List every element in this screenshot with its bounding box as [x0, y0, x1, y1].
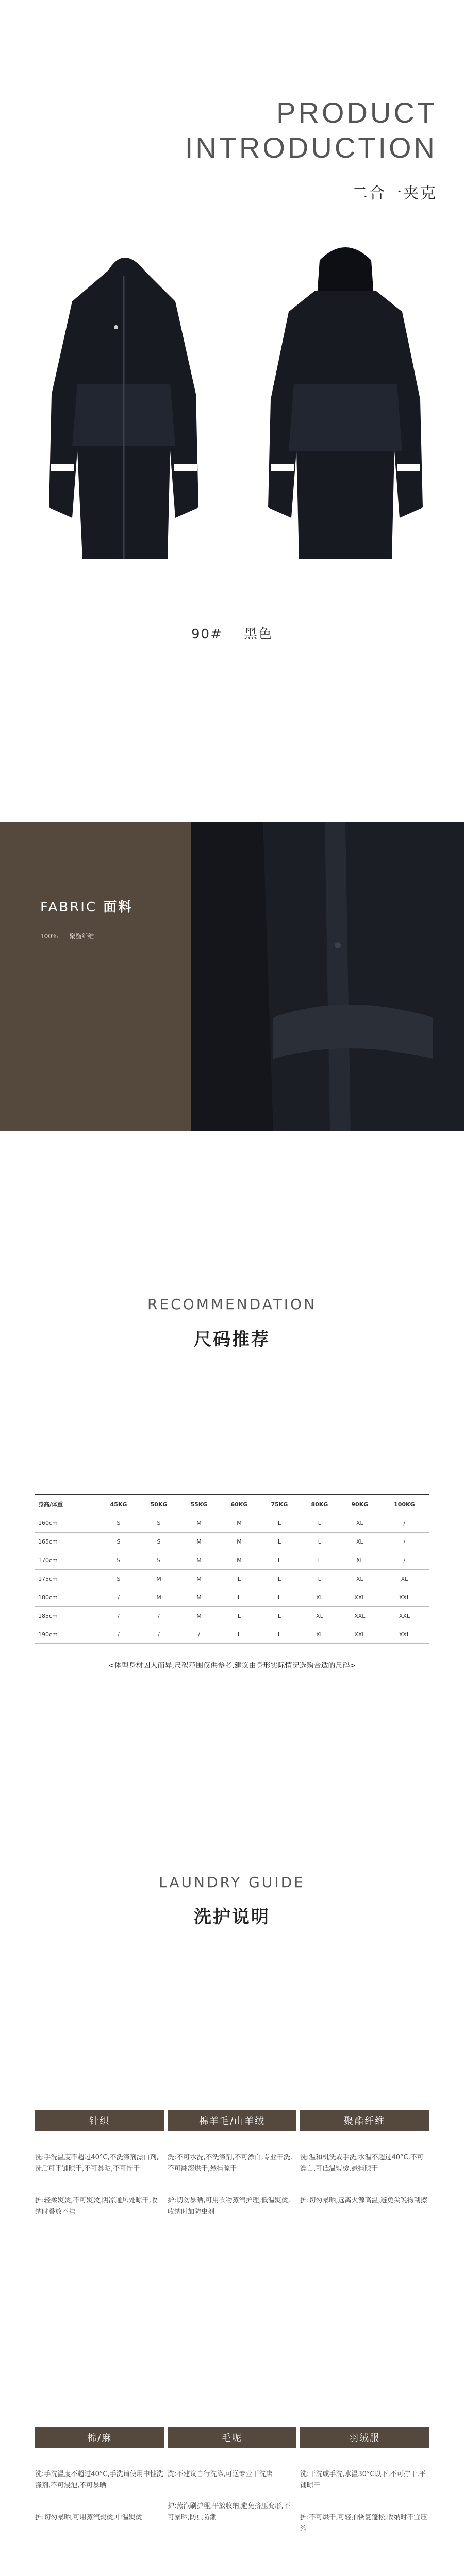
size-header-cell: 55KG — [179, 1495, 219, 1514]
size-table-cell: XL — [380, 1570, 429, 1588]
care-maintain-text: 护:切勿暴晒,远离火源高温,避免尖锐物刮擦 — [300, 2197, 427, 2205]
fabric-percent: 100% — [40, 933, 58, 940]
size-table-row — [35, 1570, 429, 1588]
size-table-cell: S — [139, 1533, 179, 1551]
size-header-cell: 90KG — [340, 1495, 380, 1514]
size-table-cell: M — [219, 1533, 259, 1551]
size-table-cell: 170cm — [35, 1551, 98, 1570]
size-table-cell: L — [259, 1570, 300, 1588]
size-table-cell: 175cm — [35, 1570, 98, 1588]
care-tag: 毛呢 — [168, 2427, 296, 2448]
size-table-cell: L — [259, 1588, 300, 1607]
jacket-front-illustration — [21, 229, 227, 585]
care-maintain-text: 护:切勿暴晒,可用蒸汽熨烫,中温熨烫 — [35, 2514, 142, 2521]
size-table-cell: / — [139, 1607, 179, 1625]
size-table-cell: M — [179, 1588, 219, 1607]
size-table-cell: M — [139, 1588, 179, 1607]
jacket-back-illustration — [242, 229, 449, 585]
size-table-cell: M — [179, 1570, 219, 1588]
size-table-cell: / — [380, 1514, 429, 1533]
product-photo-back — [242, 229, 449, 585]
size-table-row — [35, 1533, 429, 1551]
size-header-cell: 100KG — [380, 1495, 429, 1514]
size-table-cell: / — [380, 1533, 429, 1551]
size-table-row — [35, 1588, 429, 1607]
care-card-wool — [168, 2110, 296, 2218]
size-table-cell: XL — [300, 1625, 340, 1644]
size-table-cell: / — [139, 1625, 179, 1644]
size-table-cell: S — [139, 1514, 179, 1533]
size-table-cell: / — [179, 1625, 219, 1644]
care-card-knit — [35, 2110, 164, 2218]
care-wash-text: 洗:不可水洗,不洗涤剂,不可漂白,专业干洗,不可翻滚烘干,悬挂晾干 — [168, 2154, 292, 2173]
size-table-cell: 185cm — [35, 1607, 98, 1625]
size-table-cell: L — [300, 1551, 340, 1570]
size-table-cell: XL — [300, 1588, 340, 1607]
color-label — [0, 623, 464, 642]
size-table-cell: / — [98, 1588, 139, 1607]
fabric-title-en: FABRIC — [40, 900, 97, 915]
size-table-cell: M — [179, 1514, 219, 1533]
fabric-closeup-photo — [191, 822, 464, 1131]
fabric-title — [40, 896, 133, 916]
size-table-cell: L — [300, 1533, 340, 1551]
size-table-cell: XXL — [380, 1607, 429, 1625]
size-table-cell: M — [179, 1533, 219, 1551]
size-table-cell: S — [98, 1570, 139, 1588]
size-header-cell: 50KG — [139, 1495, 179, 1514]
care-card-woolen — [168, 2427, 296, 2523]
size-table-cell: L — [259, 1533, 300, 1551]
care-card-cotton-linen — [35, 2427, 164, 2523]
care-maintain-text: 护:蒸汽刷护理,平放收纳,避免挤压变形,不可暴晒,防虫防潮 — [168, 2502, 290, 2521]
size-table-row — [35, 1514, 429, 1533]
size-table-cell: XXL — [380, 1625, 429, 1644]
care-wash-text: 洗:干洗或手洗,水温30°C以下,不可拧干,平铺晾干 — [300, 2470, 426, 2489]
size-table-cell: XXL — [340, 1607, 380, 1625]
size-table-cell: M — [179, 1607, 219, 1625]
care-wash-text: 洗:手洗温度不超过40°C,手洗请使用中性洗涤剂,不可浸泡,不可暴晒 — [35, 2470, 163, 2489]
product-name: 二合一夹克 — [352, 184, 437, 202]
size-table-cell: M — [179, 1551, 219, 1570]
care-wash-text: 洗:手洗温度不超过40°C,不洗涤剂漂白剂,洗后可平铺晾干,不可暴晒,不可拧干 — [35, 2154, 159, 2173]
size-table — [35, 1494, 429, 1644]
care-tag: 聚酯纤维 — [300, 2110, 429, 2131]
recommendation-title-en: RECOMMENDATION — [147, 1296, 317, 1313]
laundry-title-en: LAUNDRY GUIDE — [159, 1874, 305, 1891]
care-card-down — [300, 2427, 429, 2535]
size-table-cell: L — [219, 1607, 259, 1625]
size-table-cell: XL — [340, 1551, 380, 1570]
size-table-cell: / — [380, 1551, 429, 1570]
size-table-header — [35, 1495, 429, 1514]
size-table-row — [35, 1551, 429, 1570]
care-maintain-text: 护:切勿暴晒,可用衣物蒸汽护理,低温熨烫,收纳时加防虫剂 — [168, 2197, 290, 2216]
recommendation-title-cn: 尺码推荐 — [194, 1329, 270, 1350]
laundry-title-cn: 洗护说明 — [194, 1907, 270, 1927]
care-maintain-text: 护:不可烘干,可轻拍恢复蓬松,收纳时不宜压缩 — [300, 2514, 427, 2533]
size-table-cell: L — [219, 1570, 259, 1588]
size-table-cell: L — [259, 1607, 300, 1625]
care-tag: 针织 — [35, 2110, 164, 2131]
size-table-cell: S — [98, 1533, 139, 1551]
size-table-cell: XL — [300, 1607, 340, 1625]
intro-title-line2: INTRODUCTION — [185, 131, 437, 164]
fabric-detail — [40, 931, 105, 940]
color-name: 黑色 — [243, 626, 273, 642]
size-table-cell: L — [219, 1625, 259, 1644]
fabric-title-cn: 面料 — [103, 900, 134, 915]
size-table-cell: / — [98, 1625, 139, 1644]
size-table-cell: / — [98, 1607, 139, 1625]
size-header-cell: 80KG — [300, 1495, 340, 1514]
size-table-cell: L — [300, 1514, 340, 1533]
size-table-cell: XXL — [340, 1625, 380, 1644]
intro-title-line1: PRODUCT — [276, 96, 437, 129]
size-table-row — [35, 1625, 429, 1644]
fabric-material: 聚酯纤维 — [69, 933, 94, 940]
size-header-cell: 75KG — [259, 1495, 300, 1514]
size-table-cell: M — [139, 1570, 179, 1588]
size-table-cell: 165cm — [35, 1533, 98, 1551]
size-table-cell: M — [219, 1514, 259, 1533]
care-card-polyester — [300, 2110, 429, 2207]
size-table-cell: L — [259, 1514, 300, 1533]
size-table-cell: L — [259, 1551, 300, 1570]
fabric-panel — [0, 822, 191, 1131]
size-table-cell: S — [98, 1514, 139, 1533]
size-table-cell: 180cm — [35, 1588, 98, 1607]
care-tag: 羽绒服 — [300, 2427, 429, 2448]
care-wash-text: 洗:温和机洗或手洗,水温不超过40°C,不可漂白,可低温熨烫,悬挂晾干 — [300, 2154, 424, 2173]
care-tag: 棉/麻 — [35, 2427, 164, 2448]
size-table-cell: 160cm — [35, 1514, 98, 1533]
size-note: <体型身材因人而异,尺码范围仅供参考,建议由身形实际情况选购合适的尺码> — [108, 1662, 356, 1670]
fabric-closeup-illustration — [191, 822, 464, 1131]
size-header-cell: 身高/体重 — [35, 1495, 98, 1514]
size-table-cell: L — [219, 1588, 259, 1607]
size-table-cell: S — [139, 1551, 179, 1570]
size-table-cell: S — [98, 1551, 139, 1570]
size-table-row — [35, 1607, 429, 1625]
size-header-cell: 60KG — [219, 1495, 259, 1514]
size-table-cell: L — [259, 1625, 300, 1644]
size-table-cell: XL — [340, 1570, 380, 1588]
color-code: 90# — [191, 626, 223, 642]
size-table-cell: 190cm — [35, 1625, 98, 1644]
intro-title — [185, 95, 437, 165]
size-table-cell: XL — [340, 1533, 380, 1551]
care-tag: 棉羊毛/山羊绒 — [168, 2110, 296, 2131]
size-table-cell: XL — [340, 1514, 380, 1533]
product-photo-front — [21, 229, 227, 585]
size-table-cell: L — [300, 1570, 340, 1588]
size-table-cell: M — [219, 1551, 259, 1570]
care-maintain-text: 护:轻柔熨烫,不可熨烫,阴凉通风处晾干,收纳时叠放不挂 — [35, 2197, 158, 2216]
size-table-cell: XXL — [380, 1588, 429, 1607]
care-wash-text: 洗:不建议自行洗涤,可送专业干洗店 — [168, 2470, 273, 2478]
size-table-cell: XXL — [340, 1588, 380, 1607]
size-header-cell: 45KG — [98, 1495, 139, 1514]
